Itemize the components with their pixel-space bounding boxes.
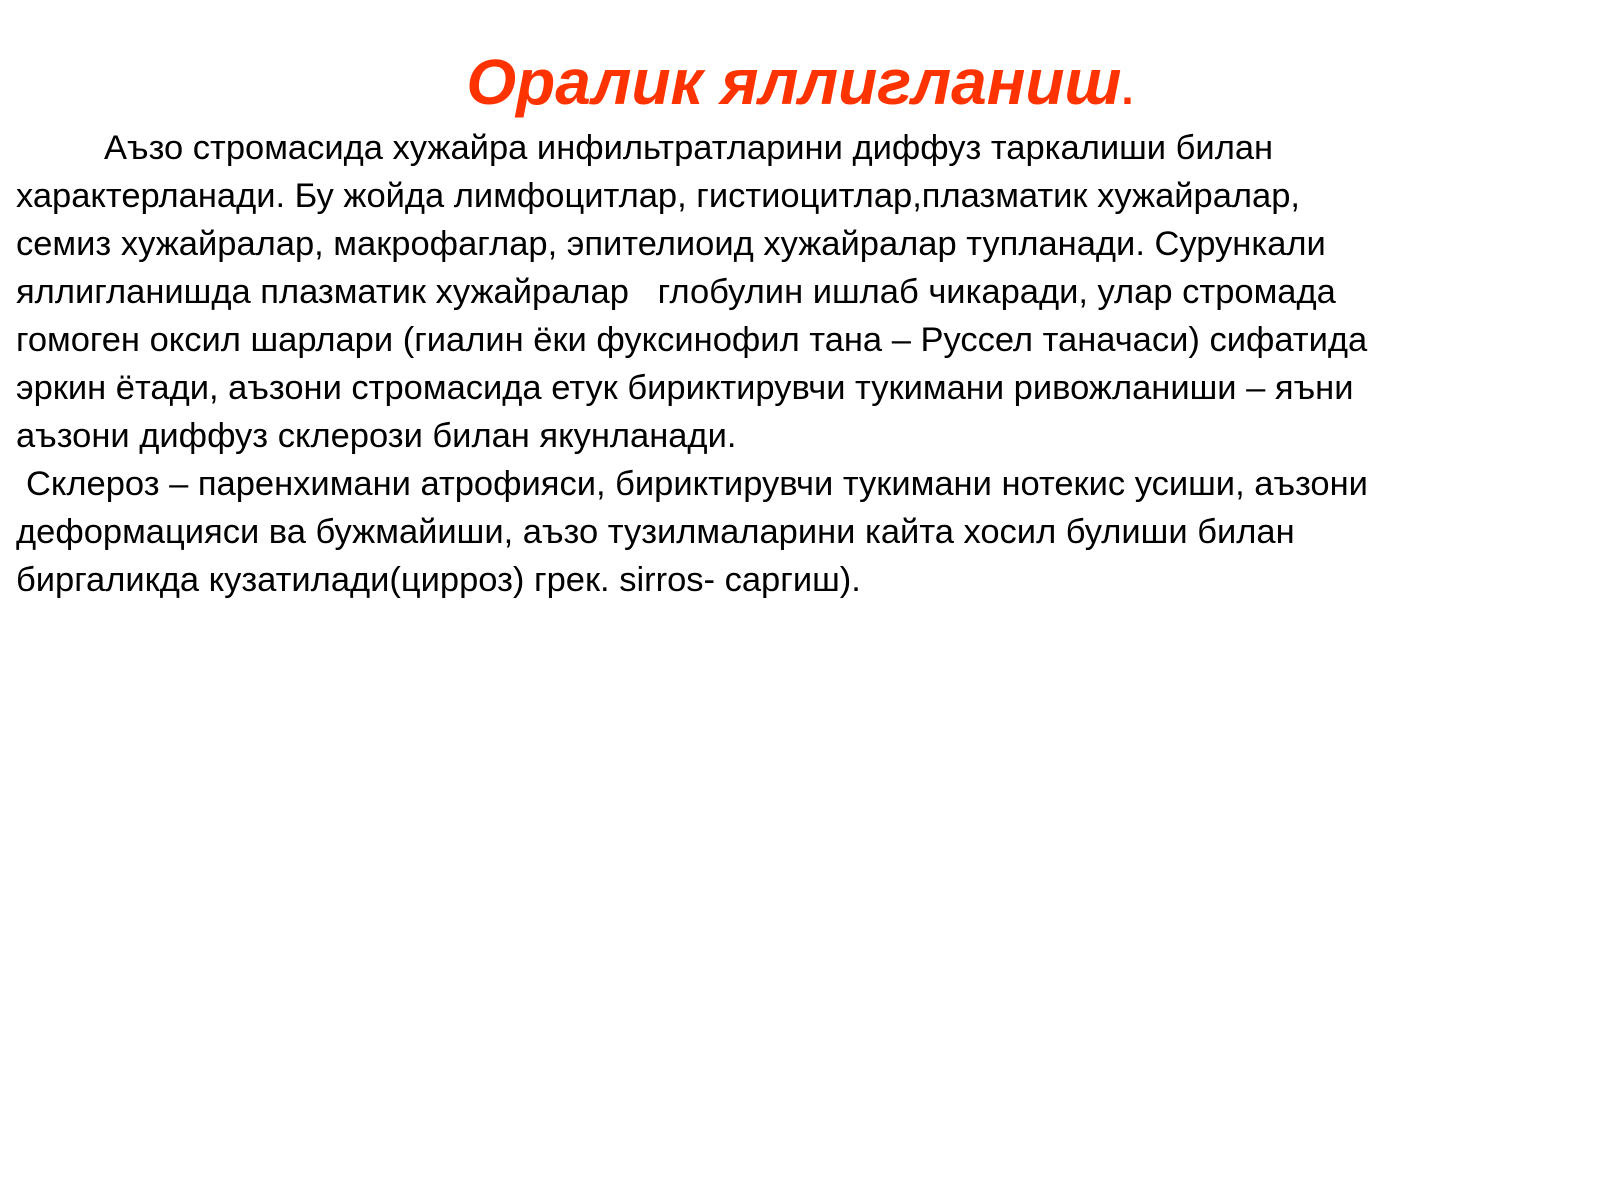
slide-title [0,42,1600,130]
title-dot: . [1121,65,1134,114]
text-line [16,460,1586,508]
text-line: биргаликда кузатилади(цирроз) грек. sirros- саргиш). [16,561,861,599]
text-line: семиз хужайралар, макрофаглар, эпителиоид хужайралар тупланади. Сурункали [16,225,1326,263]
text-line: аъзони диффуз склерози билан якунланади. [16,417,737,455]
text-line: деформацияси ва бужмайиши, аъзо тузилмаларини кайта хосил булиши билан [16,513,1295,551]
text-line: характерланади. Бу жойда лимфоцитлар, гистиоцитлар,плазматик хужайралар, [16,177,1300,215]
text-line: эркин ётади, аъзони стромасида етук бириктирувчи тукимани ривожланиши – яъни [16,369,1354,407]
text-line-content: Склероз – паренхимани атрофияси, бириктирувчи тукимани нотекис усиши, аъзони [26,465,1368,503]
paragraph-sclerosis [16,460,1586,604]
text-line: яллигланишда плазматик хужайралар глобулин ишлаб чикаради, улар стромада [16,273,1336,311]
body-text [16,124,1586,604]
text-line: гомоген оксил шарлари (гиалин ёки фуксинофил тана – Руссел таначаси) сифатида [16,321,1368,359]
title-text: Оралик яллигланиш [466,46,1122,118]
text-line [16,124,1586,172]
text-line-content: Аъзо стромасида хужайра инфильтратларини диффуз таркалиши билан [104,129,1274,167]
paragraph-intermediate-inflammation [16,124,1586,460]
